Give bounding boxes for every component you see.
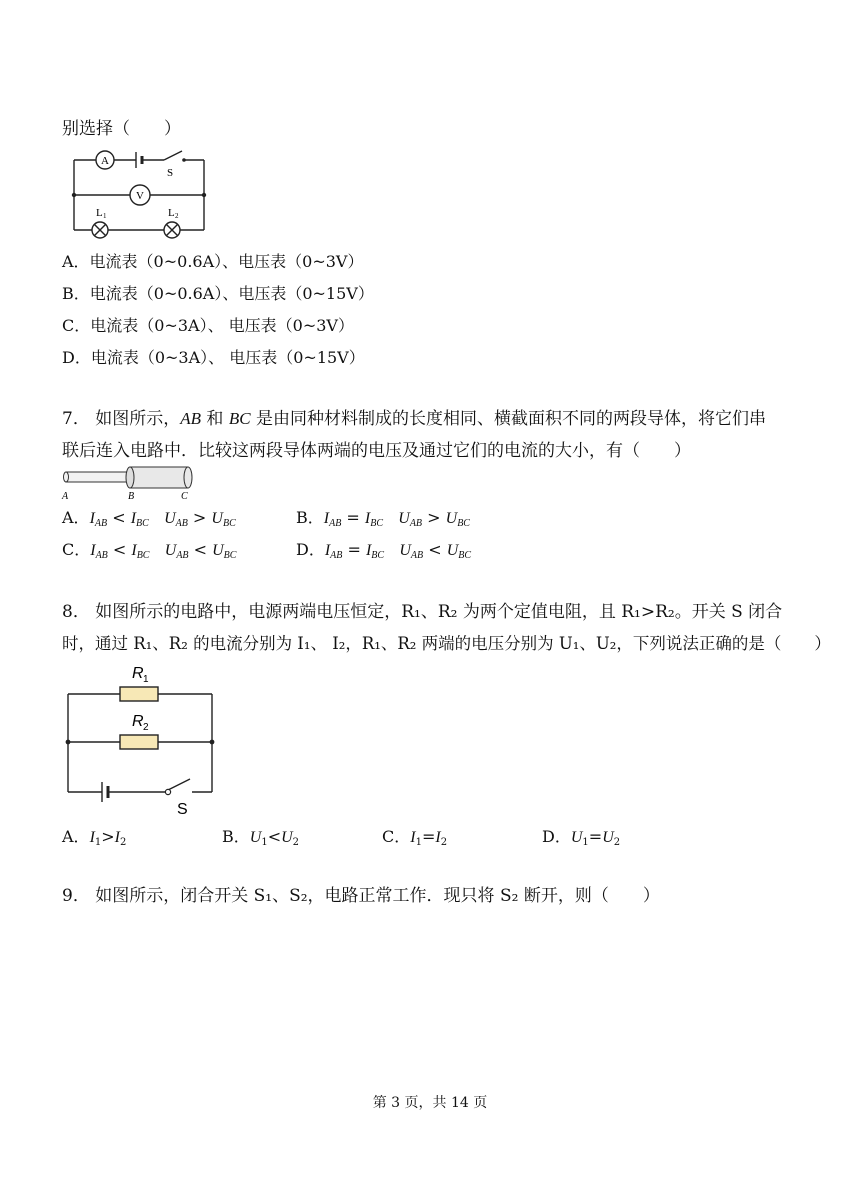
q6-stem-tail: 别选择（ ）	[62, 119, 181, 139]
r2-sub: 2	[143, 722, 149, 733]
q8-option-d: D．$U_1=U_2$	[542, 827, 621, 848]
q9-stem: 9． 如图所示，闭合开关 S₁、S₂，电路正常工作．现只将 S₂ 断开，则（ ）	[62, 886, 660, 906]
q7-stem-line2: 联后连入电路中．比较这两段导体两端的电压及通过它们的电流的大小，有（ ）	[62, 441, 691, 461]
switch-label: S	[177, 801, 188, 818]
q6-option-b: B．电流表（0~0.6A）、电压表（0~15V）	[62, 284, 374, 303]
q7-option-c: C．$I_{AB} < I_{BC}$ $U_{AB} < U_{BC}$	[62, 540, 237, 561]
r1-label: R	[132, 665, 144, 682]
q7-option-b: B．$I_{AB} = I_{BC}$ $U_{AB} > U_{BC}$	[296, 508, 470, 529]
ammeter-label: A	[101, 155, 109, 167]
r1-sub: 1	[143, 674, 149, 685]
q7-option-a: A．$I_{AB} < I_{BC}$ $U_{AB} > U_{BC}$	[62, 508, 236, 529]
lamp2-sub: 2	[175, 212, 179, 220]
q6-circuit-diagram	[66, 148, 216, 240]
label-c: C	[181, 491, 188, 502]
q7-stem-line1: 7． 如图所示，AB 和 BC 是由同种材料制成的长度相同、横截面积不同的两段导体，将它们串	[62, 409, 766, 429]
q8-circuit-diagram	[62, 660, 222, 820]
lamp1-label: L	[96, 207, 103, 219]
r2-label: R	[132, 713, 144, 730]
q7-conductor-figure	[62, 464, 202, 502]
q8-stem-line1: 8． 如图所示的电路中，电源两端电压恒定，R₁、R₂ 为两个定值电阻，且 R₁>R₂。开关 S 闭合	[62, 602, 783, 622]
q6-option-c: C．电流表（0~3A）、 电压表（0~3V）	[62, 316, 354, 335]
q6-option-a: A．电流表（0~0.6A）、电压表（0~3V）	[62, 252, 364, 271]
label-b: B	[128, 491, 135, 502]
lamp1-sub: 1	[103, 212, 107, 220]
voltmeter-label: V	[136, 190, 144, 202]
page-footer: 第 3 页，共 14 页	[372, 1095, 488, 1111]
q8-option-a: A．$I_1>I_2$	[62, 827, 127, 848]
q8-option-b: B．$U_1<U_2$	[222, 827, 300, 848]
q8-option-c: C．$I_1=I_2$	[382, 827, 448, 848]
q6-option-d: D．电流表（0~3A）、 电压表（0~15V）	[62, 348, 365, 367]
q7-option-d: D．$I_{AB} = I_{BC}$ $U_{AB} < U_{BC}$	[296, 540, 472, 561]
switch-label: S	[167, 167, 174, 179]
label-a: A	[62, 491, 69, 502]
q8-stem-line2: 时，通过 R₁、R₂ 的电流分别为 I₁、 I₂，R₁、R₂ 两端的电压分别为 U₁、U₂，下列说法正确的是（ ）	[62, 634, 831, 653]
lamp2-label: L	[168, 207, 175, 219]
